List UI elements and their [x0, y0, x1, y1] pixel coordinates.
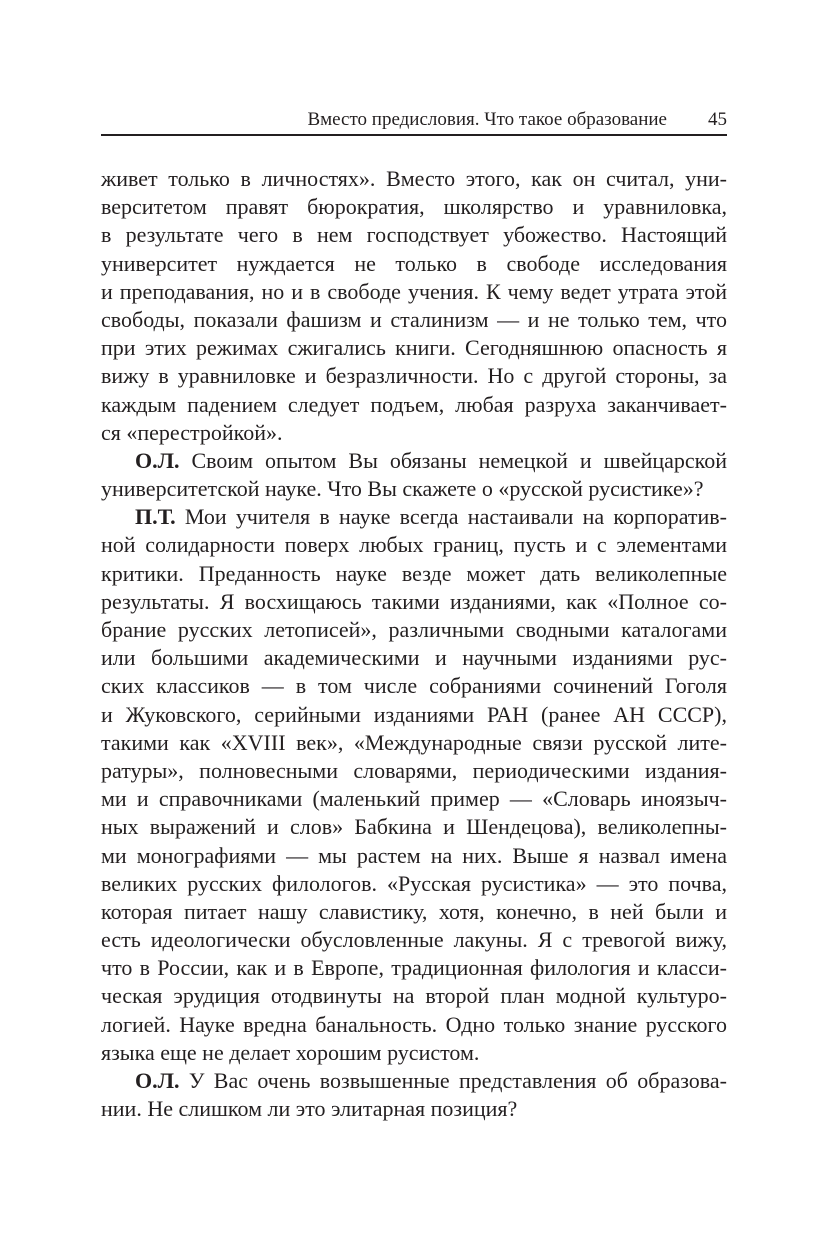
running-header	[101, 106, 727, 136]
text-run: Своим опытом Вы обязаны немецкой и швейцарской	[179, 447, 727, 473]
text-line: что в России, как и в Европе, традиционная филология и класси-	[101, 955, 727, 981]
paragraph	[101, 503, 727, 1067]
text-line: вижу в уравниловке и безразличности. Но с другой стороны, за	[101, 363, 727, 389]
text-line: ми монографиями — мы растем на них. Выше я назвал имена	[101, 842, 727, 868]
text-run: Мои учителя в науке всегда настаивали на корпоратив-	[175, 504, 727, 530]
paragraph	[101, 447, 727, 503]
text-line: ми и справочниками (маленький пример — «Словарь иноязыч-	[101, 786, 727, 812]
text-line: нии. Не слишком ли это элитарная позиция?	[101, 1096, 518, 1122]
text-line: при этих режимах сжигались книги. Сегодняшнюю опасность я	[101, 335, 727, 361]
text-line: есть идеологически обусловленные лакуны. Я с тревогой вижу,	[101, 927, 727, 953]
text-line	[101, 1067, 727, 1095]
text-line: такими как «XVIII век», «Международные связи русской лите-	[101, 729, 727, 755]
text-line: университетской науке. Что Вы скажете о «русской русистике»?	[101, 476, 704, 502]
text-line: каждым падением следует подъем, любая разруха заканчивает-	[101, 391, 727, 417]
running-title: Вместо предисловия. Что такое образование	[307, 109, 667, 130]
speaker-label: О.Л.	[135, 447, 180, 473]
text-line: брание русских летописей», различными сводными каталогами	[101, 617, 727, 642]
text-line: ся «перестройкой».	[101, 419, 283, 445]
text-line: языка еще не делает хорошим русистом.	[101, 1039, 480, 1065]
page-number: 45	[708, 109, 727, 130]
text-line: великих русских филологов. «Русская русистика» — это почва,	[101, 870, 727, 896]
text-line: свободы, показали фашизм и сталинизм — и не только тем, что	[101, 306, 727, 332]
text-line: ратуры», полновесными словарями, периодическими издания-	[101, 757, 727, 783]
text-line	[101, 503, 727, 531]
text-line: результаты. Я восхищаюсь такими изданиями, как «Полное со-	[101, 588, 727, 614]
text-line: логией. Науке вредна банальность. Одно только знание русского	[101, 1011, 727, 1037]
text-line: ческая эрудиция отодвинуты на второй план модной культуро-	[101, 983, 727, 1009]
text-line: и преподавания, но и в свободе учения. К чему ведет утрата этой	[101, 278, 727, 304]
text-line: которая питает нашу славистику, хотя, конечно, в ней были и	[101, 898, 727, 924]
text-run: У Вас очень возвышенные представления об образова-	[179, 1068, 727, 1093]
text-line	[101, 447, 727, 475]
text-line: или большими академическими и научными изданиями рус-	[101, 645, 727, 671]
text-line: критики. Преданность науке везде может дать великолепные	[101, 560, 727, 586]
text-line: живет только в личностях». Вместо этого, как он считал, уни-	[101, 166, 727, 191]
speaker-label: О.Л.	[135, 1068, 180, 1093]
text-line: ной солидарности поверх любых границ, пусть и с элементами	[101, 532, 727, 558]
paragraph	[101, 165, 727, 447]
body-text	[101, 165, 727, 1123]
text-line: ских классиков — в том числе собраниями сочинений Гоголя	[101, 673, 727, 699]
speaker-label: П.Т.	[135, 504, 176, 530]
paragraph	[101, 1067, 727, 1123]
text-line: университет нуждается не только в свободе исследования	[101, 250, 727, 276]
text-line: верситетом правят бюрократия, школярство и уравниловка,	[101, 194, 727, 220]
text-line: ных выражений и слов» Бабкина и Шендецова), великолепны-	[101, 814, 727, 840]
text-line: в результате чего в нем господствует убожество. Настоящий	[101, 222, 727, 248]
text-line: и Жуковского, серийными изданиями РАН (ранее АН СССР),	[101, 701, 727, 727]
